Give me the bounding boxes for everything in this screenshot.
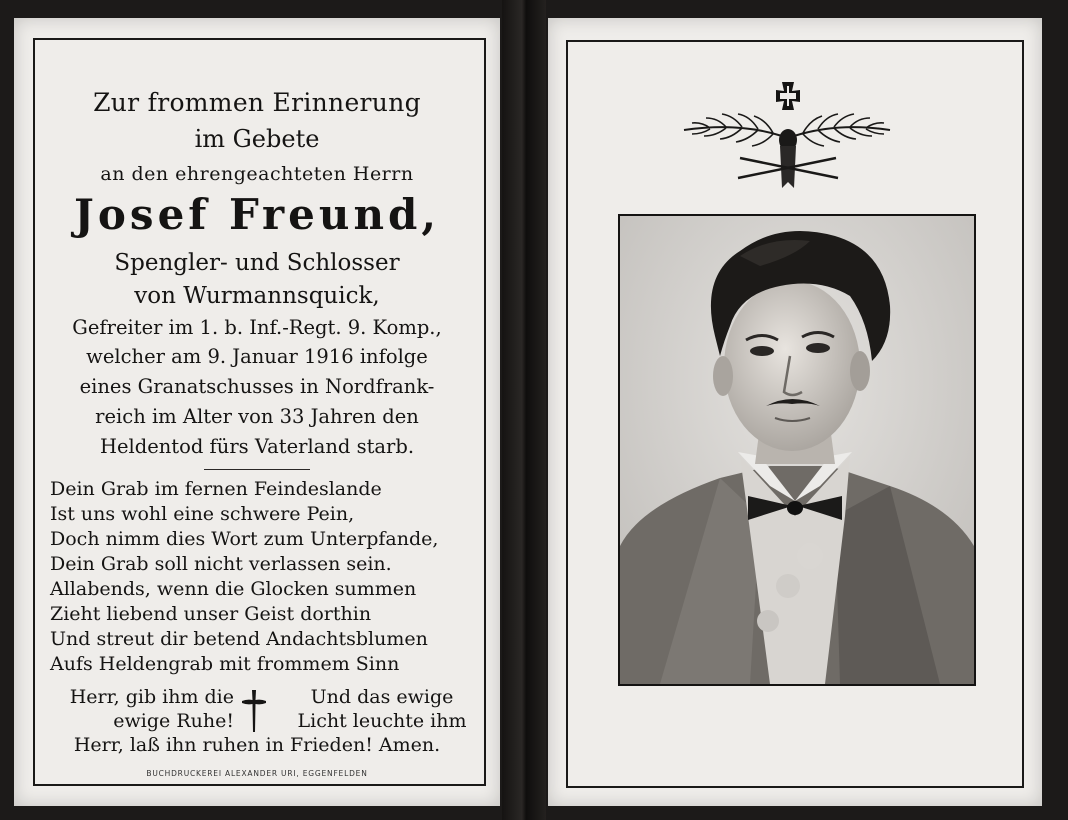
prayer-left-line-2: ewige Ruhe! bbox=[113, 710, 234, 732]
iron-cross-emblem-icon bbox=[678, 80, 896, 192]
verse-line: Allabends, wenn die Glocken summen bbox=[50, 578, 417, 600]
death-notice-line: welcher am 9. Januar 1916 infolge bbox=[86, 345, 428, 368]
dedication-line-1: Zur frommen Erinnerung bbox=[93, 88, 421, 117]
portrait-photo bbox=[618, 214, 976, 686]
prayer-right-line-2: Licht leuchte ihm bbox=[297, 710, 467, 732]
verse-line: Dein Grab soll nicht verlassen sein. bbox=[50, 553, 392, 575]
prayer-left-line-1: Herr, gib ihm die bbox=[69, 686, 234, 708]
prayer-right-line-1: Und das ewige bbox=[310, 686, 454, 708]
death-notice-line: reich im Alter von 33 Jahren den bbox=[95, 405, 419, 428]
right-card bbox=[548, 18, 1042, 806]
death-notice-line: eines Granatschusses in Nordfrank- bbox=[79, 375, 435, 398]
death-notice-line: Gefreiter im 1. b. Inf.-Regt. 9. Komp., bbox=[72, 316, 442, 339]
divider bbox=[204, 469, 310, 470]
verse-line: Dein Grab im fernen Feindeslande bbox=[50, 478, 382, 500]
verse-line: Aufs Heldengrab mit frommem Sinn bbox=[50, 653, 400, 675]
verse-line: Ist uns wohl eine schwere Pein, bbox=[50, 503, 355, 525]
left-card bbox=[14, 18, 500, 806]
occupation: Spengler- und Schlosser bbox=[114, 250, 400, 276]
dedication-line-3: an den ehrengeachteten Herrn bbox=[100, 163, 414, 185]
verse-line: Und streut dir betend Andachtsblumen bbox=[50, 628, 428, 650]
portrait-photo-icon bbox=[620, 216, 974, 684]
left-card-content bbox=[14, 18, 500, 806]
hometown: von Wurmannsquick, bbox=[134, 283, 380, 309]
verse-line: Zieht liebend unser Geist dorthin bbox=[50, 603, 372, 625]
death-notice-line: Heldentod fürs Vaterland starb. bbox=[99, 435, 415, 458]
card-fold bbox=[502, 0, 546, 820]
cross-icon bbox=[240, 688, 268, 734]
dedication-line-2: im Gebete bbox=[194, 125, 320, 153]
deceased-name: Josef Freund, bbox=[74, 190, 440, 239]
printer-imprint: BUCHDRUCKEREI ALEXANDER URI, EGGENFELDEN bbox=[146, 769, 368, 778]
verse-line: Doch nimm dies Wort zum Unterpfande, bbox=[50, 528, 439, 550]
prayer-closing: Herr, laß ihn ruhen in Frieden! Amen. bbox=[73, 734, 441, 756]
